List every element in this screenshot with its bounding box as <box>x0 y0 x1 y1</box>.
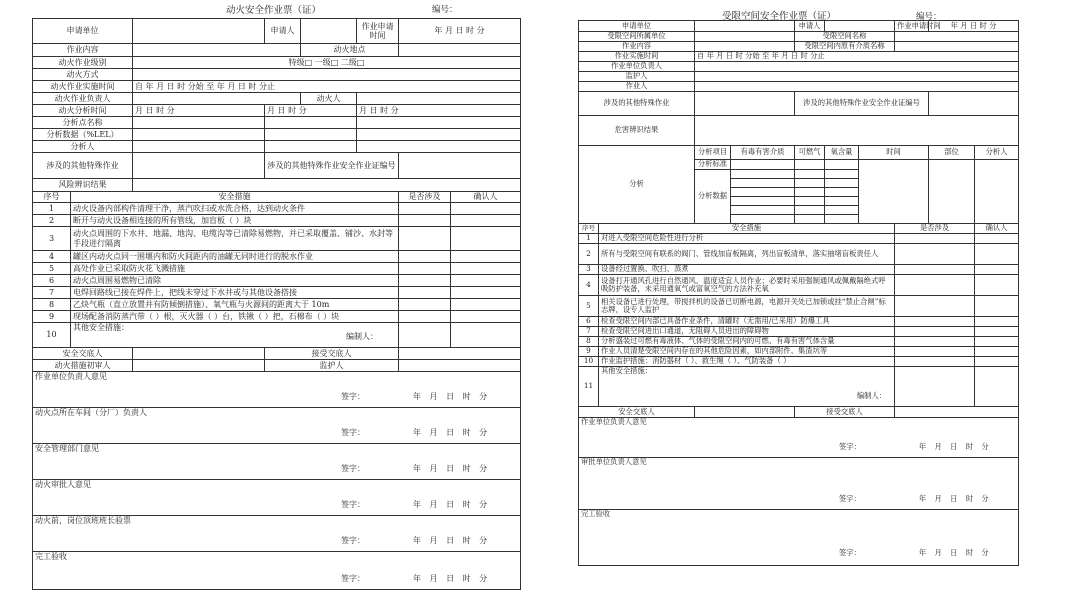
b-measure-row <box>579 234 1019 244</box>
analyst-2[interactable] <box>265 141 357 153</box>
fire-method-field[interactable] <box>133 69 521 81</box>
col-involved: 是否涉及 <box>399 192 451 203</box>
b-work-content-field[interactable] <box>695 42 795 52</box>
applicant-field[interactable] <box>301 19 357 44</box>
opinion-label: 完工验收 <box>35 552 67 561</box>
measure-text: 对进入受限空间危险性进行分析 <box>599 234 895 244</box>
opinion-label: 动火点所在车间（分厂）负责人 <box>35 408 147 417</box>
sign-time: 年 月 日 时 分 <box>413 574 488 584</box>
apply-time-field[interactable]: 年 月 日 时 分 <box>399 19 521 44</box>
measure-no: 3 <box>579 265 599 275</box>
confirm-cell[interactable] <box>451 299 521 311</box>
measure-no: 5 <box>33 263 71 275</box>
opinion-box[interactable] <box>33 444 521 480</box>
b-opinion-box[interactable] <box>579 510 1019 566</box>
measure-no: 4 <box>579 275 599 296</box>
involved-cell[interactable] <box>895 296 975 317</box>
involved-cell[interactable] <box>399 251 451 263</box>
worker-field[interactable] <box>695 82 1019 92</box>
b-impl-time-field[interactable]: 自 年 月 日 时 分始 至 年 月 日 时 分止 <box>695 52 1019 62</box>
space-unit-label: 受限空间所属单位 <box>579 32 695 42</box>
involved-cell[interactable] <box>895 317 975 327</box>
measure-text: 现场配备消防蒸汽带（ ）根，灭火器（ ）台，铁锹（ ）把，石棉布（ ）块 <box>71 311 399 323</box>
confirm-cell[interactable] <box>451 287 521 299</box>
col-confirm: 确认人 <box>451 192 521 203</box>
opinion-box[interactable] <box>33 480 521 516</box>
b-opinion-box[interactable] <box>579 458 1019 510</box>
applicant-label: 申请人 <box>265 19 301 44</box>
involved-cell[interactable] <box>895 244 975 265</box>
measure-no: 6 <box>579 317 599 327</box>
fire-level-label: 动火作业级别 <box>33 57 133 69</box>
measure-no: 2 <box>579 244 599 265</box>
measure-no: 10 <box>579 357 599 367</box>
form-b-serial-label: 编号： <box>916 12 942 22</box>
b-measure-row <box>579 327 1019 337</box>
apply-time-label: 作业申请时间 <box>357 19 399 44</box>
space-name-field[interactable] <box>895 32 1019 42</box>
space-unit-field[interactable] <box>695 32 795 42</box>
b-guardian-field[interactable] <box>695 72 1019 82</box>
confirm-cell[interactable] <box>975 337 1019 347</box>
measure-text: 所有与受限空间有联系的阀门、管线加盲板隔离，列出盲板清单，落实抽堵盲板责任人 <box>599 244 895 265</box>
sign-label: 签字： <box>341 428 365 438</box>
form-a-table <box>32 18 520 590</box>
b-guardian-label: 监护人 <box>579 72 695 82</box>
measure-no: 3 <box>33 227 71 251</box>
measure-row <box>33 203 521 215</box>
sign-time: 年 月 日 时 分 <box>918 548 989 558</box>
data-cell[interactable] <box>825 170 859 179</box>
measure-text: 动火点周围易燃物已清除 <box>71 275 399 287</box>
sign-time: 年 月 日 时 分 <box>413 392 488 402</box>
measure-text: 其他安全措施： <box>601 366 653 375</box>
confirm-cell[interactable] <box>975 234 1019 244</box>
data-cell[interactable] <box>795 206 825 215</box>
analysis-point-1[interactable] <box>133 117 265 129</box>
b-col-involved: 是否涉及 <box>895 224 975 234</box>
analysis-point-2[interactable] <box>265 117 357 129</box>
involved-cell[interactable] <box>895 234 975 244</box>
analysis-analyst-cell[interactable] <box>975 160 1019 224</box>
measure-no: 1 <box>33 203 71 215</box>
sign-time: 年 月 日 时 分 <box>413 500 488 510</box>
b-measure-row <box>579 296 1019 317</box>
involved-cell[interactable] <box>399 299 451 311</box>
measure-no: 6 <box>33 275 71 287</box>
b-hazard-field[interactable] <box>695 116 1019 146</box>
measure-text: 作业监护措施：消防器材（ ）、救生绳（ ）、气防装备（ ） <box>599 357 895 367</box>
involved-cell[interactable] <box>399 311 451 323</box>
col-measures: 安全措施 <box>71 192 399 203</box>
opinion-label: 作业单位负责人意见 <box>581 417 647 426</box>
measure-row <box>33 287 521 299</box>
analysis-time-label: 动火分析时间 <box>33 105 133 117</box>
measure-no: 1 <box>579 234 599 244</box>
b-hazard-label: 危害辨识结果 <box>579 116 695 146</box>
opinion-box[interactable] <box>33 516 521 552</box>
measure-row <box>33 275 521 287</box>
measure-text: 动火点周围的下水井、地漏、地沟、电缆沟等已清除易燃物，并已采取覆盖、铺沙、水封等手段进行隔离 <box>71 227 399 251</box>
data-cell[interactable] <box>731 188 795 197</box>
b-measure-row <box>579 347 1019 357</box>
briefing-receiver-label: 接受交底人 <box>265 348 399 360</box>
initial-reviewer-field[interactable] <box>133 360 265 372</box>
impl-time-label: 动火作业实施时间 <box>33 81 133 93</box>
applicant-unit-field[interactable] <box>133 19 265 44</box>
measure-row <box>33 299 521 311</box>
analysis-data-1[interactable] <box>133 129 265 141</box>
measure-no: 11 <box>579 367 599 407</box>
sign-time: 年 月 日 时 分 <box>918 442 989 452</box>
opinion-label: 动火前，岗位顶班班长验票 <box>35 516 131 525</box>
b-special-work-label: 涉及的其他特殊作业 <box>579 92 695 116</box>
measure-no: 7 <box>579 327 599 337</box>
measure-text: 设备经过置换、吹扫、蒸煮 <box>599 265 895 275</box>
measure-no: 9 <box>579 347 599 357</box>
time-label: 时间 <box>859 146 929 160</box>
measure-text: 检查受限空间进出口通道，无阻碍人员进出的障碍物 <box>599 327 895 337</box>
unit-leader-field[interactable] <box>695 62 1019 72</box>
fire-person-field[interactable] <box>357 93 521 105</box>
involved-cell[interactable] <box>399 323 451 348</box>
analysis-data-2[interactable] <box>265 129 357 141</box>
space-name-label: 受限空间名称 <box>795 32 895 42</box>
b-compiler-label: 编制人： <box>856 391 887 401</box>
data-cell[interactable] <box>825 179 859 188</box>
confirm-cell[interactable] <box>451 215 521 227</box>
b-col-measures: 安全措施 <box>599 224 895 234</box>
data-cell[interactable] <box>825 206 859 215</box>
data-cell[interactable] <box>825 197 859 206</box>
involved-cell[interactable] <box>399 203 451 215</box>
opinion-box[interactable] <box>33 372 521 408</box>
data-cell[interactable] <box>795 215 825 224</box>
involved-cell[interactable] <box>399 275 451 287</box>
confirm-cell[interactable] <box>451 311 521 323</box>
analyst-1[interactable] <box>133 141 265 153</box>
hazard-label: 风险辨识结果 <box>33 179 133 192</box>
measure-no: 5 <box>579 296 599 317</box>
b-applicant-unit-field[interactable] <box>695 21 795 32</box>
b-opinion-box[interactable] <box>579 418 1019 458</box>
fire-level-options[interactable]: 特级□ 一级□ 二级□ <box>133 57 521 69</box>
data-cell[interactable] <box>731 197 795 206</box>
b-special-work-cert-label: 涉及的其他特殊作业安全作业证编号 <box>795 92 929 116</box>
b-apply-time-field[interactable]: 年 月 日 时 分 <box>929 21 1019 32</box>
b-impl-time-label: 作业实施时间 <box>579 52 695 62</box>
opinion-label: 作业单位负责人意见 <box>35 372 107 381</box>
form-a-serial-label: 编号： <box>432 5 458 15</box>
data-cell[interactable] <box>795 197 825 206</box>
opinion-label: 审批单位负责人意见 <box>581 457 647 466</box>
involved-cell[interactable] <box>895 265 975 275</box>
safety-briefer-label: 安全交底人 <box>33 348 133 360</box>
b-measure-row <box>579 275 1019 296</box>
oxygen-label: 氧含量 <box>825 146 859 160</box>
opinion-label: 动火审批人意见 <box>35 480 91 489</box>
work-leader-field[interactable] <box>133 93 301 105</box>
b-applicant-field[interactable] <box>825 21 895 32</box>
analysis-time-cell[interactable] <box>859 160 929 224</box>
analysis-data-label: 分析数据（%LEL） <box>33 129 133 141</box>
measure-row <box>33 251 521 263</box>
involved-cell[interactable] <box>399 287 451 299</box>
guardian-label: 监护人 <box>265 360 399 372</box>
measure-text: 设备打开通风孔进行自然通风，温度适宜人员作业；必要时采用强制通风或佩戴隔绝式呼吸防护装备，未采用通氧气或富氧空气的方法补充氧 <box>599 275 895 296</box>
b-work-content-label: 作业内容 <box>579 42 695 52</box>
measure-row <box>33 215 521 227</box>
sign-label: 签字： <box>341 574 365 584</box>
work-leader-label: 动火作业负责人 <box>33 93 133 105</box>
analysis-time-field-2[interactable]: 月 日 时 分 <box>265 105 357 117</box>
measure-no: 7 <box>33 287 71 299</box>
data-cell[interactable] <box>795 179 825 188</box>
b-briefing-receiver-field[interactable] <box>895 407 1019 418</box>
sign-label: 签字： <box>839 548 861 558</box>
measure-text: 罐区内动火点同一围堰内和防火间距内的油罐无同时进行的脱水作业 <box>71 251 399 263</box>
measure-no: 4 <box>33 251 71 263</box>
special-work-cert-label: 涉及的其他特殊作业安全作业证编号 <box>265 153 399 179</box>
involved-cell[interactable] <box>399 227 451 251</box>
special-work-cert-field[interactable] <box>399 153 521 179</box>
measure-text: 其他安全措施： <box>73 323 129 332</box>
form-b-table <box>578 20 1018 566</box>
col-no: 序号 <box>33 192 71 203</box>
measure-text: 分析盛装过可燃有毒液体、气体的受限空间内的可燃、有毒有害气体含量 <box>599 337 895 347</box>
data-cell[interactable] <box>731 179 795 188</box>
data-cell[interactable] <box>795 170 825 179</box>
measure-text: 电焊回路线已接在焊件上，把线未穿过下水井或与其他设备搭接 <box>71 287 399 299</box>
measure-row <box>33 311 521 323</box>
measure-row <box>33 263 521 275</box>
b-applicant-label: 申请人 <box>795 21 825 32</box>
b-measure-row <box>579 265 1019 275</box>
impl-time-field[interactable]: 自 年 月 日 时 分始 至 年 月 日 时 分止 <box>133 81 521 93</box>
b-measure-row <box>579 357 1019 367</box>
measure-no: 9 <box>33 311 71 323</box>
confirm-cell[interactable] <box>975 367 1019 407</box>
b-special-work-field[interactable] <box>695 92 795 116</box>
measure-no: 10 <box>33 323 71 348</box>
confirm-cell[interactable] <box>975 296 1019 317</box>
flammable-label: 可燃气 <box>795 146 825 160</box>
measure-text: 相关设备已进行处理，带搅拌机的设备已切断电源，电源开关处已加锁或挂“禁止合闸”标志牌，设专人监护 <box>599 296 895 317</box>
worker-label: 作业人 <box>579 82 695 92</box>
analyst-label: 分析人 <box>33 141 133 153</box>
measure-row <box>33 323 521 348</box>
applicant-unit-label: 申请单位 <box>33 19 133 44</box>
confirm-cell[interactable] <box>451 323 521 348</box>
measure-no: 8 <box>33 299 71 311</box>
special-work-field[interactable] <box>133 153 265 179</box>
b-briefing-receiver-label: 接受交底人 <box>795 407 895 418</box>
analysis-location-cell[interactable] <box>929 160 975 224</box>
opinion-box[interactable] <box>33 408 521 444</box>
confirm-cell[interactable] <box>451 203 521 215</box>
involved-cell[interactable] <box>895 357 975 367</box>
measure-no: 2 <box>33 215 71 227</box>
confirm-cell[interactable] <box>975 317 1019 327</box>
analysis-point-label: 分析点名称 <box>33 117 133 129</box>
b-measure-row <box>579 244 1019 265</box>
analysis-item-label: 分析项目 <box>695 146 731 160</box>
medium-label: 受限空间内原有介质名称 <box>795 42 895 52</box>
guardian-field[interactable] <box>399 360 521 372</box>
measure-text: 高处作业已采取防火花飞溅措施 <box>71 263 399 275</box>
fire-location-label: 动火地点 <box>301 44 399 57</box>
data-cell[interactable] <box>731 170 795 179</box>
b-apply-time-label: 作业申请时间 <box>895 21 929 32</box>
fire-method-label: 动火方式 <box>33 69 133 81</box>
toxic-label: 有毒有害介质 <box>731 146 795 160</box>
std-cell[interactable] <box>825 160 859 170</box>
analysis-time-field-3[interactable]: 月 日 时 分 <box>357 105 521 117</box>
involved-cell[interactable] <box>399 215 451 227</box>
confirm-cell[interactable] <box>451 251 521 263</box>
sign-label: 签字： <box>839 494 861 504</box>
measure-text: 检查受限空间内部已具备作业条件，清罐时（无需用/已采用）防爆工具 <box>599 317 895 327</box>
confirm-cell[interactable] <box>975 265 1019 275</box>
sign-label: 签字： <box>341 500 365 510</box>
opinion-label: 完工验收 <box>581 509 611 518</box>
data-cell[interactable] <box>795 188 825 197</box>
b-special-work-cert-field[interactable] <box>929 92 1019 116</box>
confirm-cell[interactable] <box>451 227 521 251</box>
analysis-point-3[interactable] <box>357 117 521 129</box>
b-analysis-data-label: 分析数据 <box>695 170 731 224</box>
sign-time: 年 月 日 时 分 <box>413 428 488 438</box>
involved-cell[interactable] <box>895 347 975 357</box>
confirm-cell[interactable] <box>975 357 1019 367</box>
analyst-3[interactable] <box>357 141 521 153</box>
form-a-title: 动火安全作业票（证） <box>226 5 322 16</box>
sign-label: 签字： <box>341 464 365 474</box>
confirm-cell[interactable] <box>975 244 1019 265</box>
sign-time: 年 月 日 时 分 <box>918 494 989 504</box>
measure-text: 断开与动火设备相连接的所有管线，加盲板（ ）块 <box>71 215 399 227</box>
briefing-receiver-field[interactable] <box>399 348 521 360</box>
analysis-time-field-1[interactable]: 月 日 时 分 <box>133 105 265 117</box>
work-content-field[interactable] <box>133 44 301 57</box>
b-measure-row <box>579 317 1019 327</box>
special-work-label: 涉及的其他特殊作业 <box>33 153 133 179</box>
sign-time: 年 月 日 时 分 <box>413 464 488 474</box>
analysis-standard-label: 分析标准 <box>695 160 731 170</box>
involved-cell[interactable] <box>895 367 975 407</box>
location-label: 部位 <box>929 146 975 160</box>
b-safety-briefer-field[interactable] <box>695 407 795 418</box>
measure-text: 乙炔气瓶（直立放置并有防倾倒措施）、氧气瓶与火源间的距离大于 10m <box>71 299 399 311</box>
data-cell[interactable] <box>731 206 795 215</box>
data-cell[interactable] <box>731 215 795 224</box>
confirm-cell[interactable] <box>451 263 521 275</box>
involved-cell[interactable] <box>895 337 975 347</box>
sign-label: 签字： <box>839 442 861 452</box>
measure-text: 作业人员清楚受限空间内存在的其他危险因素，如内部附件、集渣坑等 <box>599 347 895 357</box>
measure-no: 8 <box>579 337 599 347</box>
fire-location-field[interactable] <box>399 44 521 57</box>
safety-briefer-field[interactable] <box>133 348 265 360</box>
confirm-cell[interactable] <box>975 275 1019 296</box>
unit-leader-label: 作业单位负责人 <box>579 62 695 72</box>
measure-row <box>33 227 521 251</box>
b-applicant-unit-label: 申请单位 <box>579 21 695 32</box>
compiler-label: 编制人： <box>346 332 378 342</box>
b-safety-briefer-label: 安全交底人 <box>579 407 695 418</box>
sign-label: 签字： <box>341 536 365 546</box>
b-analyst-label: 分析人 <box>975 146 1019 160</box>
involved-cell[interactable] <box>399 263 451 275</box>
involved-cell[interactable] <box>895 327 975 337</box>
std-cell[interactable] <box>731 160 795 170</box>
involved-cell[interactable] <box>895 275 975 296</box>
opinion-box[interactable] <box>33 552 521 590</box>
initial-reviewer-label: 动火措施初审人 <box>33 360 133 372</box>
sign-time: 年 月 日 时 分 <box>413 536 488 546</box>
work-content-label: 作业内容 <box>33 44 133 57</box>
data-cell[interactable] <box>825 215 859 224</box>
confirm-cell[interactable] <box>975 347 1019 357</box>
b-measure-row <box>579 367 1019 407</box>
measure-text: 动火设备内部构件清理干净，蒸汽吹扫或水洗合格，达到动火条件 <box>71 203 399 215</box>
confirm-cell[interactable] <box>451 275 521 287</box>
analysis-label: 分析 <box>579 146 695 224</box>
analysis-data-3[interactable] <box>357 129 521 141</box>
opinion-label: 安全管理部门意见 <box>35 444 99 453</box>
b-col-no: 序号 <box>579 224 599 234</box>
std-cell[interactable] <box>795 160 825 170</box>
sign-label: 签字： <box>341 392 365 402</box>
fire-person-label: 动火人 <box>301 93 357 105</box>
b-measure-row <box>579 337 1019 347</box>
hazard-field[interactable] <box>133 179 521 192</box>
form-b-title: 受限空间安全作业票（证） <box>722 11 837 22</box>
b-col-confirm: 确认人 <box>975 224 1019 234</box>
confirm-cell[interactable] <box>975 327 1019 337</box>
data-cell[interactable] <box>825 188 859 197</box>
medium-field[interactable] <box>895 42 1019 52</box>
